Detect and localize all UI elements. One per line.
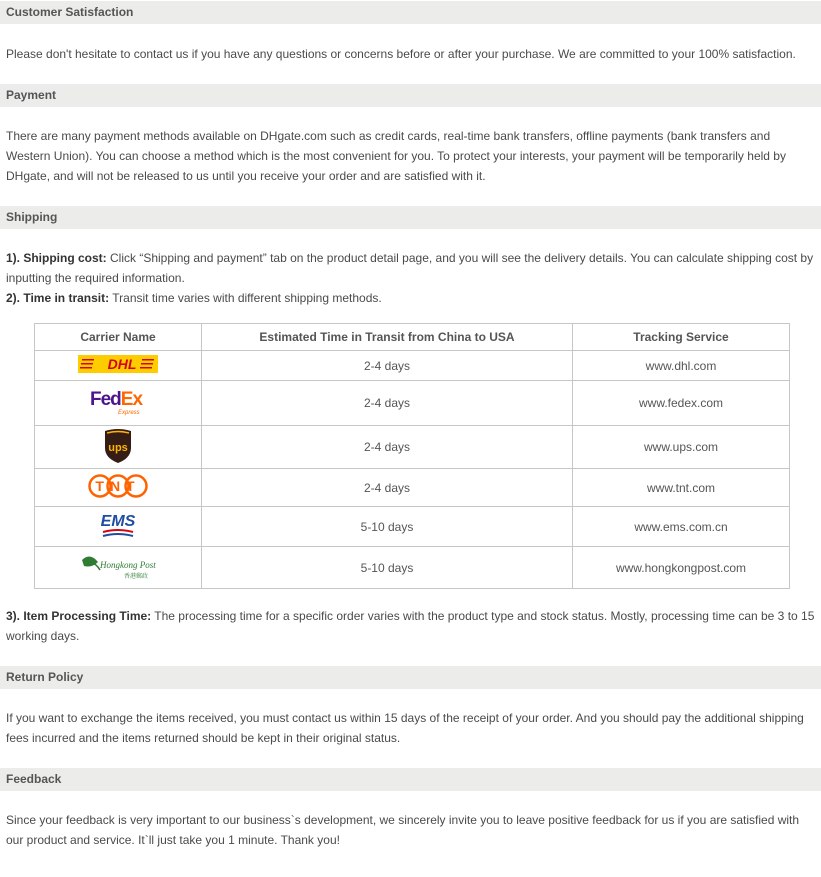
transit-time-cell: 5-10 days <box>202 547 573 589</box>
time-in-transit-paragraph <box>6 288 817 308</box>
feedback-text: Since your feedback is very important to our business`s development, we sincerely invite you to leave positive feedback for us if you are satisfied with our product and service. It`ll just take you 1 minute. Thank you! <box>6 813 800 847</box>
tracking-site-cell: www.dhl.com <box>573 351 790 381</box>
transit-time-cell: 2-4 days <box>202 381 573 426</box>
table-row <box>35 507 790 547</box>
svg-text:Hongkong Post: Hongkong Post <box>100 560 156 570</box>
column-header-carrier-name: Carrier Name <box>35 324 202 351</box>
transit-time-cell: 2-4 days <box>202 469 573 507</box>
table-row <box>35 426 790 469</box>
hongkong-post-logo <box>80 550 156 585</box>
column-header-tracking-service: Tracking Service <box>573 324 790 351</box>
section-header-payment: Payment <box>0 84 821 107</box>
tracking-site-cell: www.tnt.com <box>573 469 790 507</box>
carrier-logo-cell <box>35 469 202 507</box>
table-row <box>35 351 790 381</box>
tracking-site-cell: www.ems.com.cn <box>573 507 790 547</box>
svg-text:DHL: DHL <box>107 356 137 372</box>
table-row <box>35 469 790 507</box>
carrier-logo-cell <box>35 381 202 426</box>
transit-time-cell: 5-10 days <box>202 507 573 547</box>
svg-text:TNT: TNT <box>95 478 141 494</box>
svg-text:FedEx: FedEx <box>90 388 143 410</box>
table-row <box>35 381 790 426</box>
payment-text: There are many payment methods available on DHgate.com such as credit cards, real-time bank transfers, offline payments (bank transfers and Western Union). You can choose a method which is the most convenient for you. To protect your interests, your payment will be temporarily held by DHgate, and will not be released to us until you receive your order and are satisfied with it. <box>6 129 786 183</box>
transit-time-cell: 2-4 days <box>202 426 573 469</box>
ems-logo <box>98 508 138 545</box>
tracking-site-cell: www.hongkongpost.com <box>573 547 790 589</box>
svg-text:EMS: EMS <box>100 513 136 530</box>
transit-time-cell: 2-4 days <box>202 351 573 381</box>
carrier-logo-cell <box>35 507 202 547</box>
tracking-site-cell: www.ups.com <box>573 426 790 469</box>
return-policy-text: If you want to exchange the items received, you must contact us within 15 days of the receipt of your order. And you should pay the additional shipping fees incurred and the items returned should be kept in their original status. <box>6 711 804 745</box>
ups-logo <box>103 428 133 467</box>
time-in-transit-text: Transit time varies with different shipping methods. <box>109 291 382 305</box>
carrier-table-header-row <box>35 324 790 351</box>
carrier-table <box>34 323 790 589</box>
section-header-customer-satisfaction: Customer Satisfaction <box>0 1 821 24</box>
section-header-shipping: Shipping <box>0 206 821 229</box>
svg-text:香港郵政: 香港郵政 <box>124 573 149 580</box>
tracking-site-cell: www.fedex.com <box>573 381 790 426</box>
time-in-transit-label: 2). Time in transit: <box>6 291 110 305</box>
carrier-logo-cell <box>35 547 202 589</box>
tnt-logo <box>88 474 148 501</box>
section-header-feedback: Feedback <box>0 768 821 791</box>
item-processing-text: The processing time for a specific order varies with the product type and stock status. Mostly, processing time can be 3 to 15 working days. <box>6 609 815 643</box>
shipping-cost-label: 1). Shipping cost: <box>6 251 107 265</box>
customer-satisfaction-text: Please don't hesitate to contact us if you have any questions or concerns before or after your purchase. We are committed to your 100% satisfaction. <box>6 47 796 61</box>
fedex-logo <box>88 387 148 420</box>
shipping-cost-paragraph <box>6 248 817 288</box>
carrier-logo-cell <box>35 351 202 381</box>
shipping-cost-text: Click “Shipping and payment” tab on the product detail page, and you will see the delivery details. You can calculate shipping cost by inputting the required information. <box>6 251 814 285</box>
carrier-logo-cell <box>35 426 202 469</box>
svg-text:Express: Express <box>118 409 140 416</box>
column-header-transit-time: Estimated Time in Transit from China to USA <box>202 324 573 351</box>
table-row <box>35 547 790 589</box>
item-processing-paragraph <box>6 606 817 646</box>
dhl-logo <box>78 355 158 376</box>
svg-text:ups: ups <box>108 441 128 454</box>
section-header-return-policy: Return Policy <box>0 666 821 689</box>
item-processing-label: 3). Item Processing Time: <box>6 609 152 623</box>
